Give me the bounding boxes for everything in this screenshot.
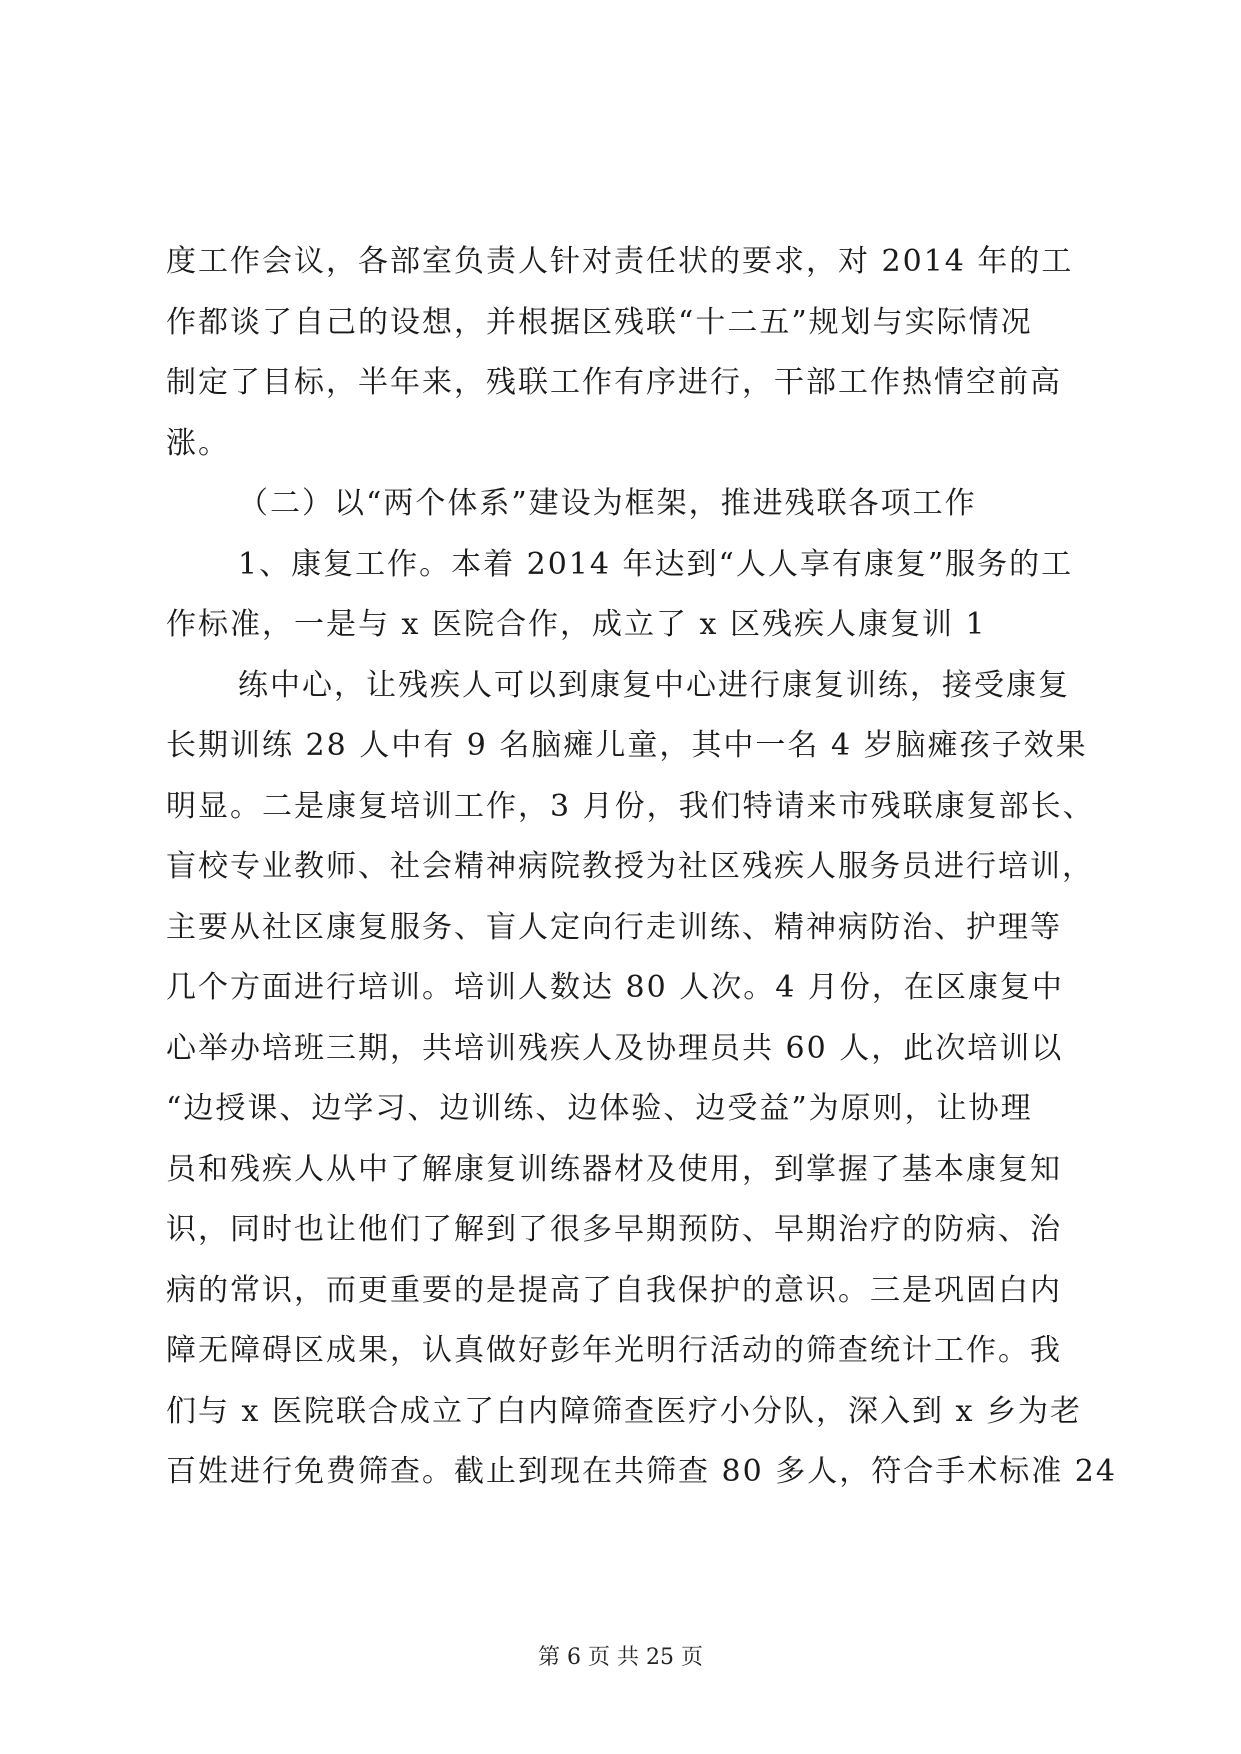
text-line: “边授课、边学习、边训练、边体验、边受益”为原则，让协理 [166, 1091, 1033, 1126]
page-number-footer: 第 6 页 共 25 页 [538, 1645, 703, 1670]
text-line: 几个方面进行培训。培训人数达 80 人次。4 月份，在区康复中 [166, 970, 1064, 1005]
text-line: 明显。二是康复培训工作，3 月份，我们特请来市残联康复部长、 [166, 788, 1095, 824]
text-line: 涨。 [166, 425, 230, 461]
text-line: 障无障碍区成果，认真做好彭年光明行活动的筛查统计工作。我 [166, 1333, 1062, 1368]
text-line: 1、康复工作。本着 2014 年达到“人人享有康复”服务的工 [238, 546, 1074, 582]
document-body [166, 232, 1117, 1503]
text-line: 员和残疾人从中了解康复训练器材及使用，到掌握了基本康复知 [166, 1151, 1062, 1187]
text-line: 主要从社区康复服务、盲人定向行走训练、精神病防治、护理等 [166, 909, 1062, 945]
text-line: 心举办培班三期，共培训残疾人及协理员共 60 人，此次培训以 [166, 1030, 1064, 1066]
text-line: 长期训练 28 人中有 9 名脑瘫儿童，其中一名 4 岁脑瘫孩子效果 [166, 728, 1088, 763]
text-line: 盲校专业教师、社会精神病院教授为社区残疾人服务员进行培训， [166, 849, 1094, 884]
text-line: 作都谈了自己的设想，并根据区残联“十二五”规划与实际情况 [166, 304, 1033, 340]
text-line: 识，同时也让他们了解到了很多早期预防、早期治疗的防病、治 [166, 1212, 1062, 1247]
text-line: （二）以“两个体系”建设为框架，推进残联各项工作 [238, 486, 977, 521]
text-line: 病的常识，而更重要的是提高了自我保护的意识。三是巩固白内 [166, 1272, 1062, 1308]
text-line: 作标准，一是与 x 医院合作，成立了 x 区残疾人康复训 1 [166, 607, 987, 642]
text-line: 制定了目标，半年来，残联工作有序进行，干部工作热情空前高 [166, 365, 1062, 400]
text-line: 练中心，让残疾人可以到康复中心进行康复训练，接受康复 [238, 667, 1070, 703]
text-line: 度工作会议，各部室负责人针对责任状的要求，对 2014 年的工 [166, 244, 1074, 279]
text-line: 们与 x 医院联合成立了白内障筛查医疗小分队，深入到 x 乡为老 [166, 1393, 1082, 1429]
text-line: 百姓进行免费筛查。截止到现在共筛查 80 多人，符合手术标准 24 [166, 1454, 1117, 1489]
